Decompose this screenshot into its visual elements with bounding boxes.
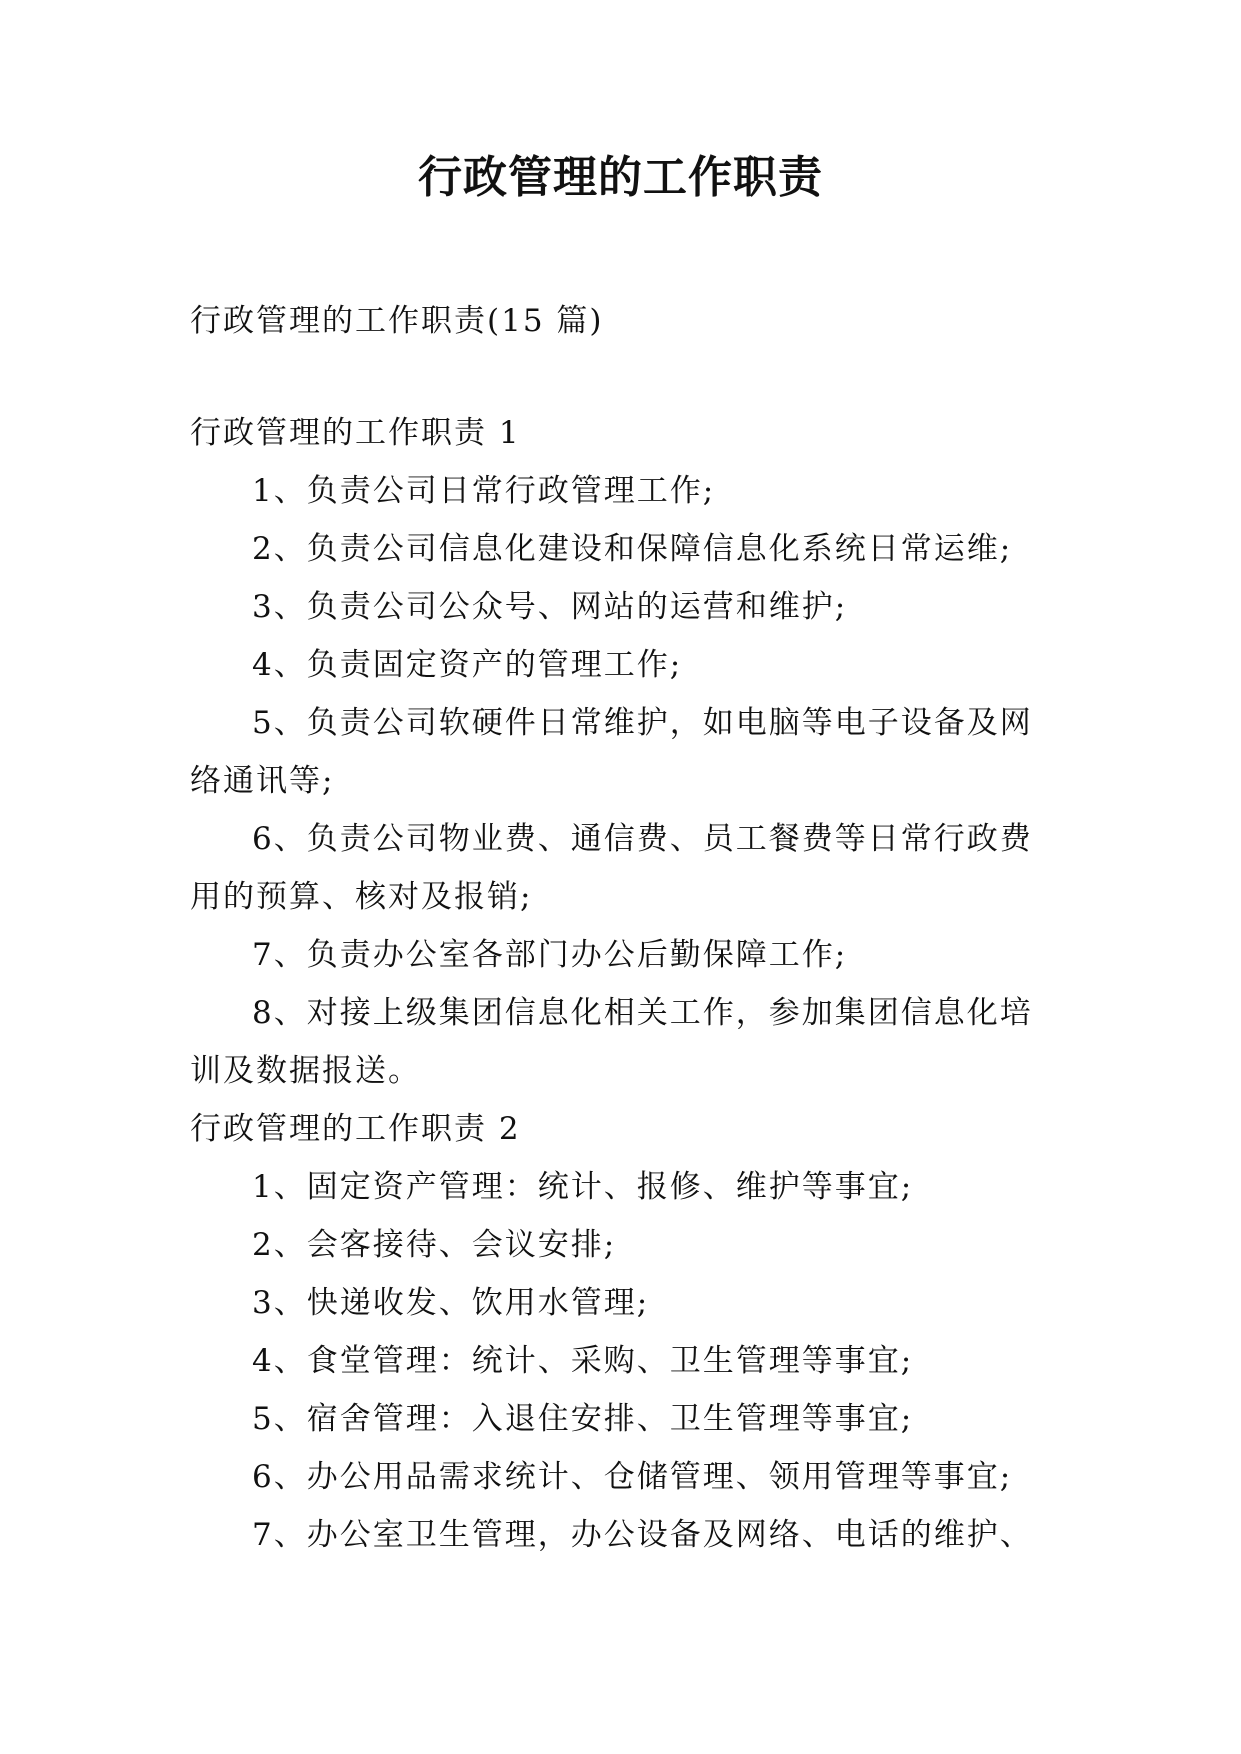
section-2-item-7: 7、办公室卫生管理，办公设备及网络、电话的维护、 <box>252 1517 1033 1553</box>
section-2-item-2: 2、会客接待、会议安排; <box>252 1227 617 1263</box>
section-1-item-8: 8、对接上级集团信息化相关工作，参加集团信息化培训及数据报送。 <box>190 995 1033 1089</box>
section-1-item-3: 3、负责公司公众号、网站的运营和维护; <box>252 589 848 625</box>
document-content <box>190 404 1050 1564</box>
section-2-item-5: 5、宿舍管理：入退住安排、卫生管理等事宜; <box>252 1401 914 1437</box>
section-1-item-4: 4、负责固定资产的管理工作; <box>252 647 683 683</box>
section-1-item-6: 6、负责公司物业费、通信费、员工餐费等日常行政费用的预算、核对及报销; <box>190 821 1033 915</box>
section-heading-1: 行政管理的工作职责 1 <box>190 415 521 451</box>
section-2-item-6: 6、办公用品需求统计、仓储管理、领用管理等事宜; <box>252 1459 1013 1495</box>
section-1-item-2: 2、负责公司信息化建设和保障信息化系统日常运维; <box>252 531 1013 567</box>
document-subtitle: 行政管理的工作职责(15 篇) <box>190 303 604 339</box>
section-heading-2: 行政管理的工作职责 2 <box>190 1111 521 1147</box>
section-2-item-1: 1、固定资产管理：统计、报修、维护等事宜; <box>252 1169 914 1205</box>
section-1-item-7: 7、负责办公室各部门办公后勤保障工作; <box>252 937 848 973</box>
section-2-item-3: 3、快递收发、饮用水管理; <box>252 1285 650 1321</box>
section-2-item-4: 4、食堂管理：统计、采购、卫生管理等事宜; <box>252 1343 914 1379</box>
section-1-item-5: 5、负责公司软硬件日常维护，如电脑等电子设备及网络通讯等; <box>190 705 1033 799</box>
section-1-item-1: 1、负责公司日常行政管理工作; <box>252 473 716 509</box>
document-title: 行政管理的工作职责 <box>418 152 823 203</box>
